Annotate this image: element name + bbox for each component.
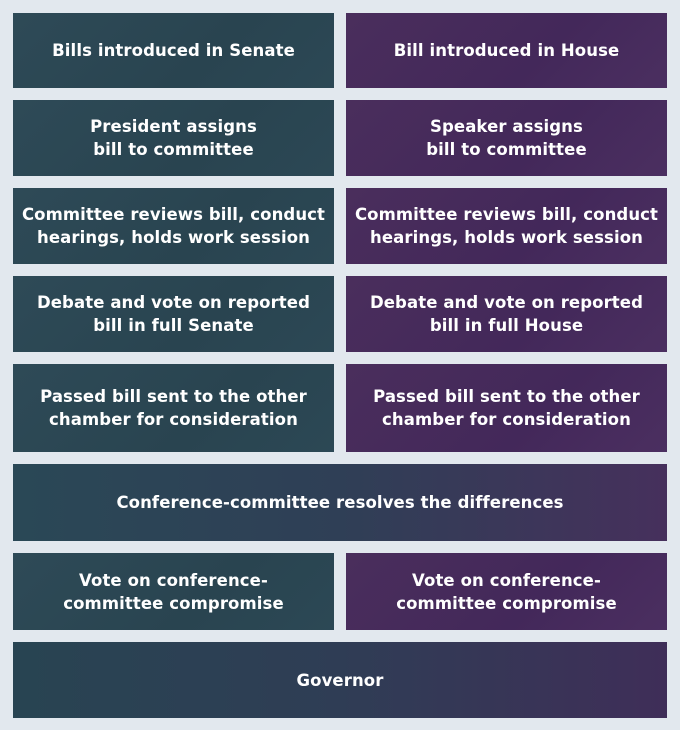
senate-committee-review-label: Committee reviews bill, conduct hearings, holds work session (21, 205, 326, 247)
arrow-down-icon (497, 541, 517, 550)
senate-vote-compromise-label: Vote on conference- committee compromise (63, 570, 284, 613)
house-passed-bill-label: Passed bill sent to the other chamber for consideration (373, 387, 640, 429)
senate-debate-vote-box (13, 276, 334, 352)
house-assigns-committee-label: Speaker assigns bill to committee (426, 117, 587, 159)
conference-committee-box (13, 464, 667, 541)
arrow-down-icon (164, 88, 184, 97)
house-passed-bill-box (346, 364, 667, 452)
arrow-down-icon (164, 176, 184, 185)
senate-passed-bill-label: Passed bill sent to the other chamber for consideration (40, 387, 307, 429)
senate-assigns-committee-label: President assigns bill to committee (90, 117, 257, 159)
house-vote-compromise-box (346, 553, 667, 630)
arrow-down-icon (164, 630, 184, 639)
senate-vote-compromise-box (13, 553, 334, 630)
arrow-down-icon (164, 452, 184, 461)
senate-passed-bill-box (13, 364, 334, 452)
senate-assigns-committee-box (13, 100, 334, 176)
conference-committee-label: Conference-committee resolves the differences (116, 493, 564, 512)
arrow-down-icon (497, 176, 517, 185)
house-debate-vote-label: Debate and vote on reported bill in full House (369, 293, 644, 335)
house-bill-introduced-box (346, 13, 667, 88)
house-bill-introduced-label: Bill introduced in House (393, 41, 620, 60)
arrow-down-icon (164, 352, 184, 361)
arrow-down-icon (164, 541, 184, 550)
governor-box (13, 642, 667, 718)
senate-committee-review-box (13, 188, 334, 264)
arrow-down-icon (497, 88, 517, 97)
arrow-down-icon (497, 630, 517, 639)
governor-label: Governor (296, 670, 384, 690)
house-debate-vote-box (346, 276, 667, 352)
senate-bill-introduced-label: Bills introduced in Senate (52, 41, 295, 60)
senate-debate-vote-label: Debate and vote on reported bill in full Senate (36, 293, 311, 335)
arrow-down-icon (497, 264, 517, 273)
house-assigns-committee-box (346, 100, 667, 176)
house-committee-review-box (346, 188, 667, 264)
house-committee-review-label: Committee reviews bill, conduct hearings, holds work session (354, 205, 659, 247)
arrow-down-icon (497, 452, 517, 461)
arrow-down-icon (497, 352, 517, 361)
senate-bill-introduced-box (13, 13, 334, 88)
house-vote-compromise-label: Vote on conference- committee compromise (396, 570, 617, 613)
arrow-down-icon (164, 264, 184, 273)
